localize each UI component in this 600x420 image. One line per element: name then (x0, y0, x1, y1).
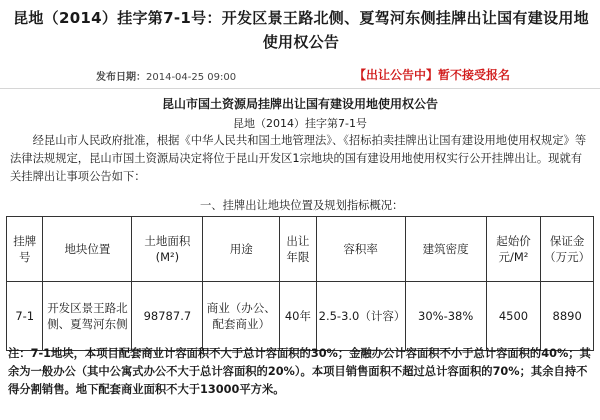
notice-paragraph: 经昆山市人民政府批准，根据《中华人民共和国土地管理法》、《招标拍卖挂牌出让国有建设用地使用权规定》等法律法规规定，昆山市国土资源局决定将位于昆山开发区1宗地块的国有建设用地使用权实行公开挂牌出让。现就有关挂牌出让事项公告如下： (10, 134, 587, 183)
publish-date (96, 68, 236, 83)
date-label: 发布日期： (96, 72, 146, 83)
page-header (0, 0, 600, 62)
meta-bar (0, 64, 600, 89)
table-cell: 7-1 (7, 282, 43, 351)
land-table (6, 216, 594, 351)
page-title: 昆地（2014）挂字第7-1号：开发区景王路北侧、夏驾河东侧挂牌出让国有建设用地使用权公告 (13, 9, 589, 51)
table-cell: 30%-38% (405, 282, 486, 351)
table-cell: 开发区景王路北侧、夏驾河东侧 (43, 282, 132, 351)
table-cell: 4500 (486, 282, 541, 351)
date-value: 2014-04-25 09:00 (146, 72, 237, 83)
section-title: 一、挂牌出让地块位置及规划指标概况： (200, 199, 404, 212)
table-header: 容积率 (316, 217, 405, 282)
status-badge: 【出让公告中】暂不接受报名 (354, 68, 511, 82)
table-header: 用途 (203, 217, 280, 282)
table-header: 地块位置 (43, 217, 132, 282)
table-header: 起始价元/M² (486, 217, 541, 282)
table-header: 保证金（万元） (541, 217, 594, 282)
table-header: 建筑密度 (405, 217, 486, 282)
notice-note: 注：7-1地块，本项目配套商业计容面积不大于总计容面积的30%；金融办公计容面积不小于总计容面积的40%；其余为一般办公（其中公寓式办公不大于总计容面积的20%）。本项目销售面积不超过总计容面积的70%；其余自持不得分割销售。地下配套商业面积不大于13000平方米。 (8, 347, 591, 396)
notice-number: 昆地（2014）挂字第7-1号 (233, 117, 367, 130)
table-row (7, 282, 594, 351)
table-header: 出让年限 (280, 217, 316, 282)
table-cell: 2.5-3.0（计容） (316, 282, 405, 351)
notice-subtitle: 昆山市国土资源局挂牌出让国有建设用地使用权公告 (161, 97, 438, 111)
table-header-row (7, 217, 594, 282)
table-cell: 40年 (280, 282, 316, 351)
table-cell: 商业（办公、配套商业） (203, 282, 280, 351)
table-header: 挂牌号 (7, 217, 43, 282)
table-cell: 8890 (541, 282, 594, 351)
table-cell: 98787.7 (132, 282, 203, 351)
table-header: 土地面积(M²) (132, 217, 203, 282)
